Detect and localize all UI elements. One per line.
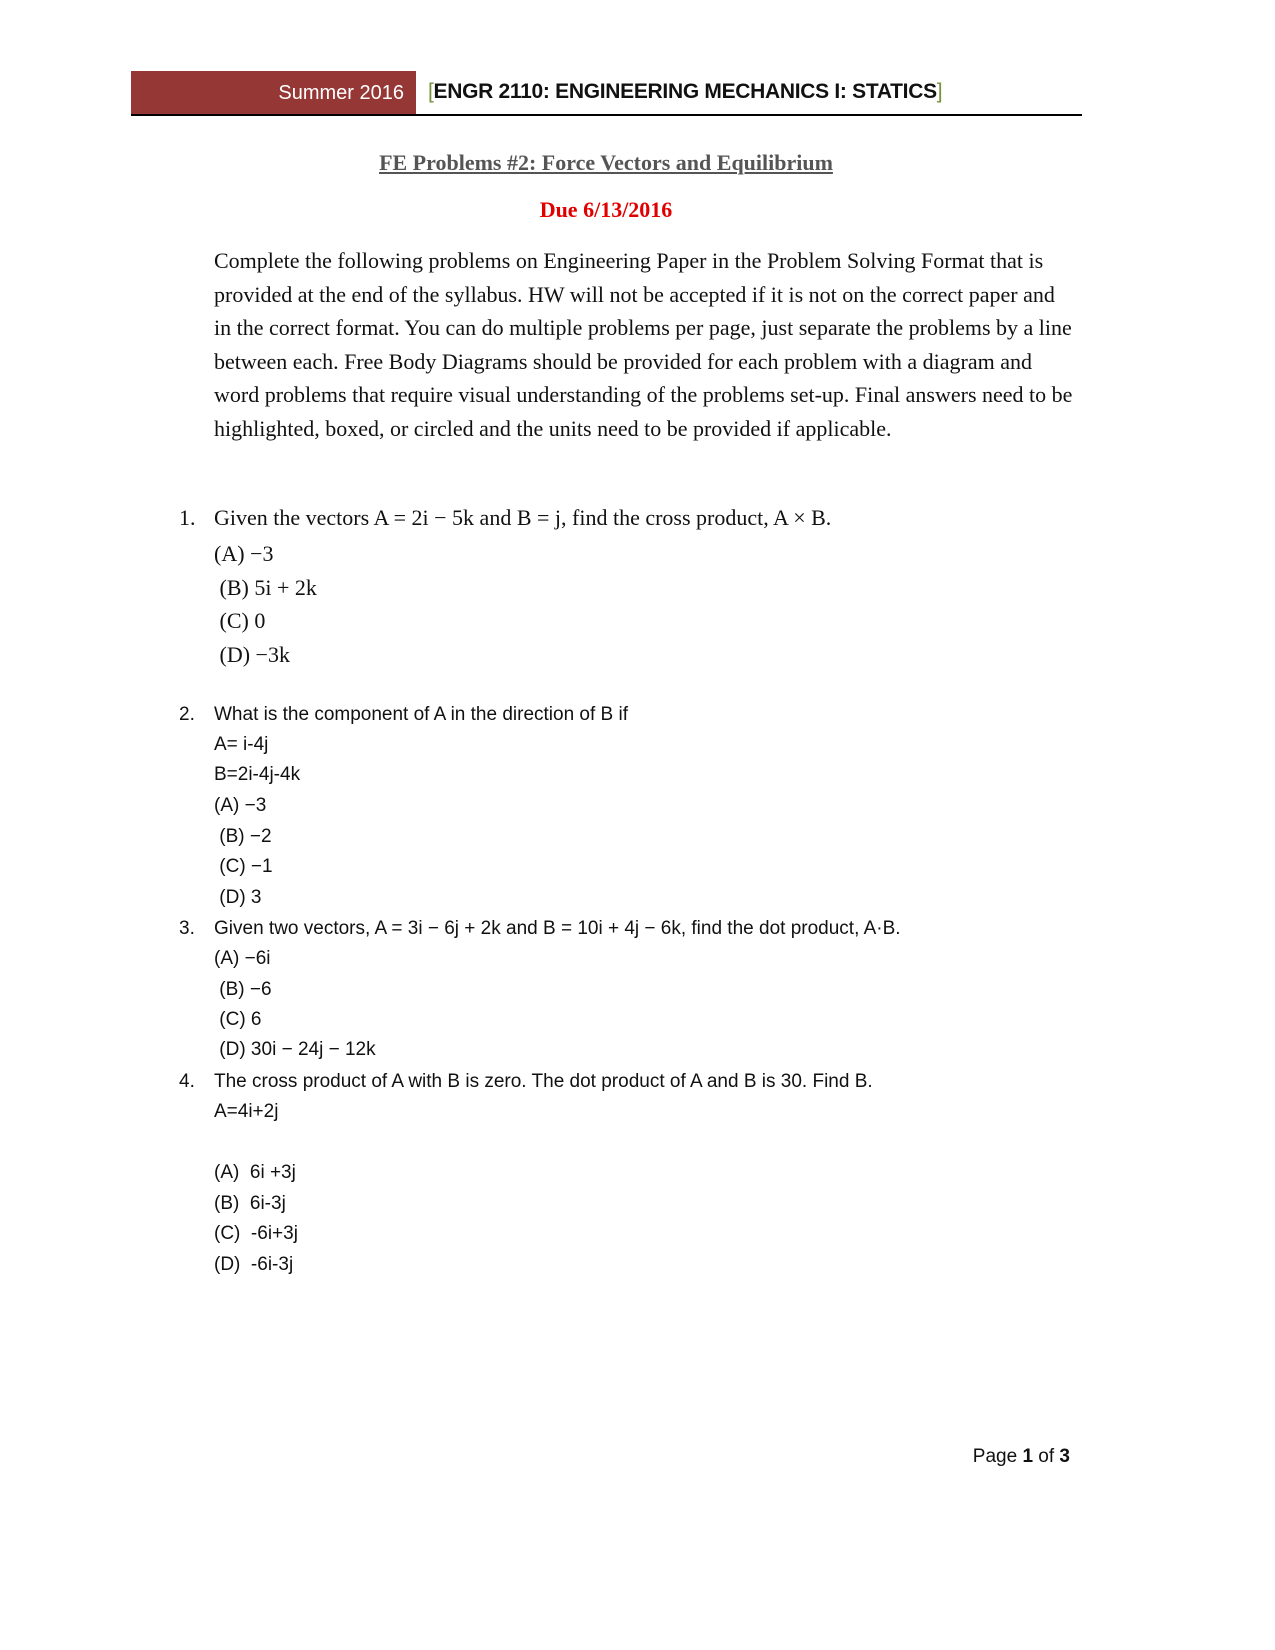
option: (B) −6 [214, 979, 272, 1000]
page-number [973, 1446, 1070, 1468]
option: (A) −3 [214, 541, 274, 566]
problem-text: Given two vectors, A = 3i − 6j + 2k and B = 10i + 4j − 6k, find the dot product, A·B. [214, 918, 901, 939]
instructions-paragraph: Complete the following problems on Engineering Paper in the Problem Solving Format that is provided at the end of the syllabus. HW will not be accepted if it is not on the correct paper and in the correct format. You can do multiple problems per page, just separate the problems by a line between each. Free Body Diagrams should be provided for each problem with a diagram and word problems that require visual understanding of the problems set-up. Final answers need to be highlighted, boxed, or circled and the units need to be provided if applicable. [214, 248, 1073, 441]
problem-number: 4. [179, 1071, 195, 1092]
document-title: FE Problems #2: Force Vectors and Equilibrium [379, 150, 833, 175]
header-banner [131, 71, 416, 115]
option: (D) 30i − 24j − 12k [214, 1039, 376, 1060]
due-date: Due 6/13/2016 [539, 197, 673, 222]
problem-text: A=4i+2j [214, 1101, 279, 1122]
option: (A) 6i +3j [214, 1162, 296, 1183]
problem-text: Given the vectors A = 2i − 5k and B = j, find the cross product, A × B. [214, 505, 832, 530]
option: (C) 0 [214, 608, 266, 633]
bracket-open: [ [428, 80, 434, 103]
option: (B) 5i + 2k [214, 575, 317, 600]
problem-number: 1. [179, 505, 196, 530]
problem-text: B=2i-4j-4k [214, 764, 301, 785]
option: (A) −6i [214, 948, 271, 969]
option: (D) −3k [214, 642, 290, 667]
header-season: Summer 2016 [278, 82, 404, 104]
header-course-title [428, 80, 942, 104]
option: (A) −3 [214, 795, 267, 816]
option: (C) −1 [214, 856, 273, 877]
problem-number: 2. [179, 704, 195, 725]
option: (D) -6i-3j [214, 1254, 294, 1275]
problem-text: A= i-4j [214, 734, 269, 755]
option: (C) 6 [214, 1009, 262, 1030]
header-rule [131, 114, 1082, 116]
option: (D) 3 [214, 887, 262, 908]
course-name: ENGR 2110: ENGINEERING MECHANICS I: STATICS [433, 80, 937, 103]
problem-text: What is the component of A in the direction of B if [214, 704, 629, 725]
option: (B) 6i-3j [214, 1193, 286, 1214]
page-label: Page [972, 1446, 1023, 1467]
option: (C) -6i+3j [214, 1223, 298, 1244]
of-label: of [1033, 1446, 1060, 1467]
total-pages: 3 [1059, 1446, 1070, 1467]
problem-text: The cross product of A with B is zero. The dot product of A and B is 30. Find B. [214, 1071, 873, 1092]
bracket-close: ] [936, 80, 943, 103]
option: (B) −2 [214, 826, 272, 847]
problem-number: 3. [179, 918, 195, 939]
current-page: 1 [1022, 1446, 1034, 1467]
